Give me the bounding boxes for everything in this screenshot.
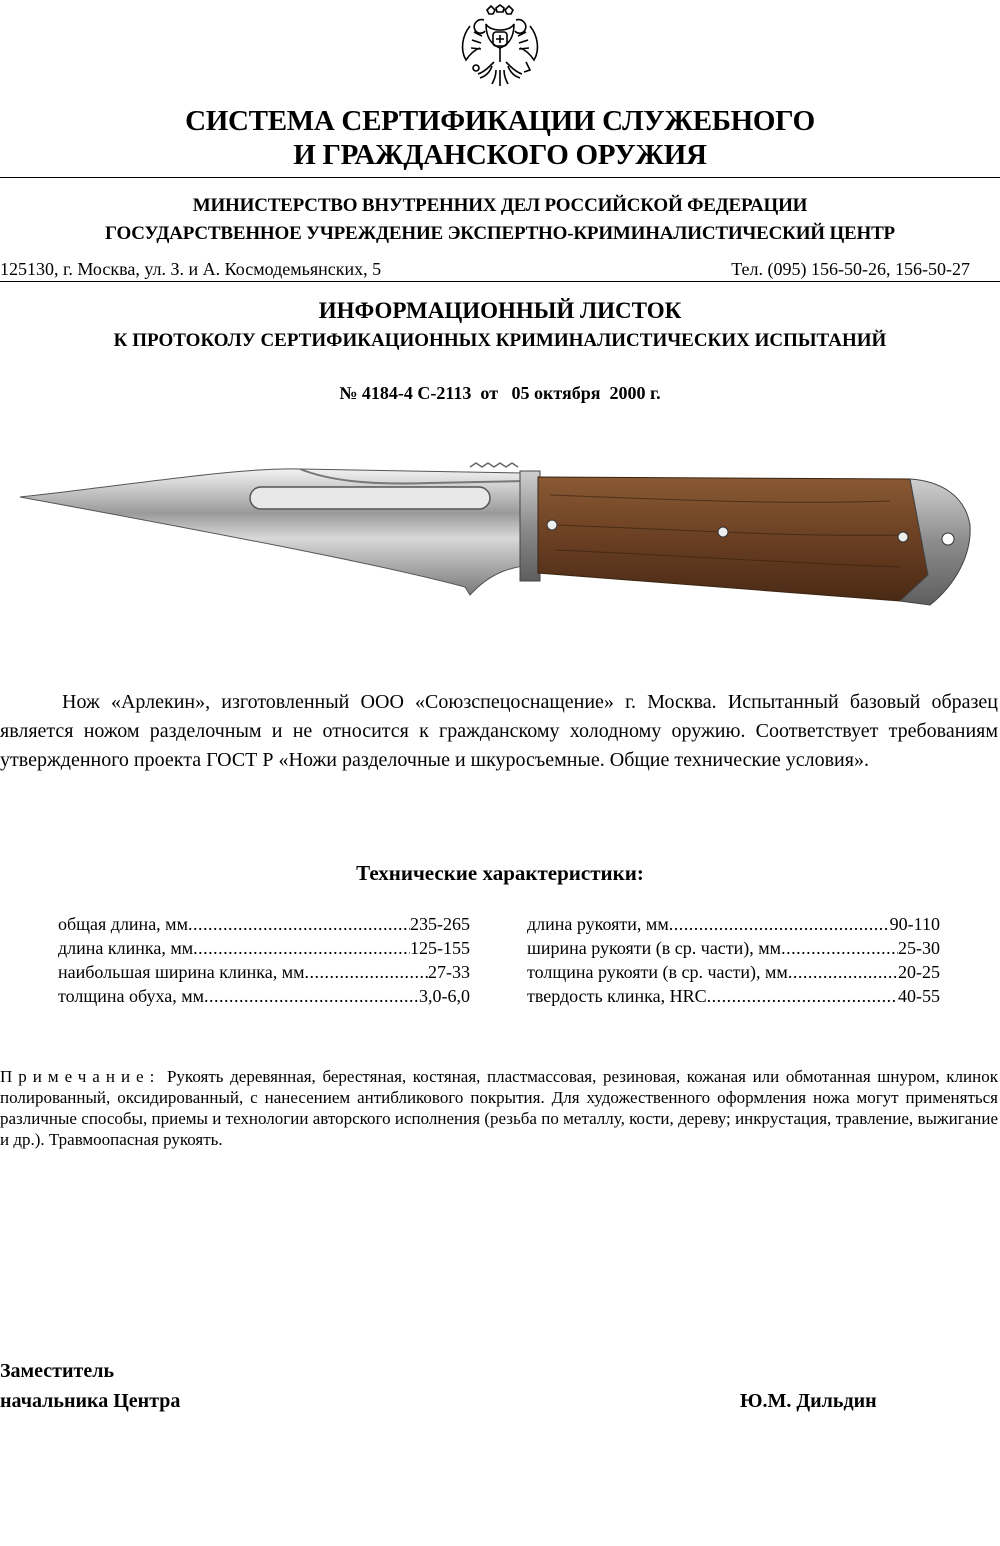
position-line-2: начальника Центра [0, 1390, 181, 1412]
document-subtitle: К ПРОТОКОЛУ СЕРТИФИКАЦИОННЫХ КРИМИНАЛИСТИЧЕСКИХ ИСПЫТАНИЙ [113, 330, 887, 351]
signatory-position [0, 1356, 180, 1416]
address-divider [0, 281, 1000, 282]
spec-label: толщина обуха, мм [58, 986, 204, 1006]
leader-dots [669, 912, 890, 936]
document-title: ИНФОРМАЦИОННЫЙ ЛИСТОК [318, 298, 682, 323]
spec-value: 90-110 [889, 914, 940, 934]
spec-label: твердость клинка, HRC [527, 986, 707, 1006]
ministry-block [0, 192, 1000, 248]
double-headed-eagle-emblem-icon [456, 4, 544, 88]
spec-row [58, 912, 470, 936]
spec-label: наибольшая ширина клинка, мм [58, 962, 305, 982]
spec-value: 20-25 [898, 962, 940, 982]
spec-value: 3,0-6,0 [419, 986, 470, 1006]
spec-row [58, 936, 470, 960]
institution-name: ГОСУДАРСТВЕННОЕ УЧРЕЖДЕНИЕ ЭКСПЕРТНО-КРИМИНАЛИСТИЧЕСКИЙ ЦЕНТР [105, 223, 895, 244]
header-divider [0, 177, 1000, 178]
position-line-1: Заместитель [0, 1360, 115, 1382]
leader-dots [188, 912, 410, 936]
knife-photo-icon [10, 455, 995, 655]
leader-dots [788, 960, 898, 984]
product-description: Нож «Арлекин», изготовленный ООО «Союзспецоснащение» г. Москва. Испытанный базовый образец является ножом разделочным и не относится к гражданскому холодному оружию. Соответствует требованиям утвержденного проекта ГОСТ Р «Ножи разделочные и шкуросъемные. Общие технические условия». [0, 691, 998, 771]
signatory-name: Ю.М. Дильдин [740, 1390, 877, 1412]
spec-label: толщина рукояти (в ср. части), мм [527, 962, 788, 982]
certification-system-title [0, 104, 1000, 172]
leader-dots [781, 936, 898, 960]
spec-row [527, 912, 940, 936]
spec-row [58, 960, 470, 984]
address: 125130, г. Москва, ул. З. и А. Космодемьянских, 5 [0, 259, 382, 279]
spec-value: 125-155 [410, 938, 470, 958]
ministry-name: МИНИСТЕРСТВО ВНУТРЕННИХ ДЕЛ РОССИЙСКОЙ ФЕДЕРАЦИИ [192, 195, 808, 216]
spec-row [58, 984, 470, 1008]
title-line-1: СИСТЕМА СЕРТИФИКАЦИИ СЛУЖЕБНОГО [185, 105, 815, 137]
leader-dots [204, 984, 419, 1008]
address-line [0, 257, 1000, 281]
document-number: № 4184-4 С-2113 от 05 октября 2000 г. [339, 383, 661, 403]
spec-label: ширина рукояти (в ср. части), мм [527, 938, 782, 958]
leader-dots [304, 960, 428, 984]
spec-label: длина рукояти, мм [527, 914, 669, 934]
spec-row [527, 984, 940, 1008]
specs-right-column [527, 912, 940, 1008]
spec-value: 235-265 [410, 914, 470, 934]
spec-label: общая длина, мм [58, 914, 188, 934]
spec-row [527, 936, 940, 960]
note-paragraph [0, 1066, 998, 1150]
note-text: Рукоять деревянная, берестяная, костяная, пластмассовая, резиновая, кожаная или обмотанная шнуром, клинок полированный, оксидированный, с нанесением антибликового покрытия. Для художественного оформления ножа могут применяться различные способы, приемы и технологии авторского исполнения (резьба по металлу, кости, дереву; инкрустация, травление, выжигание и др.). Травмоопасная рукоять. [0, 1067, 998, 1149]
specs-title: Технические характеристики: [356, 861, 644, 885]
note-label: Примечание: [0, 1067, 161, 1086]
spec-value: 27-33 [428, 962, 470, 982]
leader-dots [707, 984, 898, 1008]
title-line-2: И ГРАЖДАНСКОГО ОРУЖИЯ [293, 139, 707, 171]
spec-label: длина клинка, мм [58, 938, 194, 958]
specs-left-column [58, 912, 470, 1008]
leader-dots [193, 936, 410, 960]
spec-value: 40-55 [898, 986, 940, 1006]
spec-value: 25-30 [898, 938, 940, 958]
phone-numbers: Тел. (095) 156-50-26, 156-50-27 [731, 259, 970, 279]
spec-row [527, 960, 940, 984]
